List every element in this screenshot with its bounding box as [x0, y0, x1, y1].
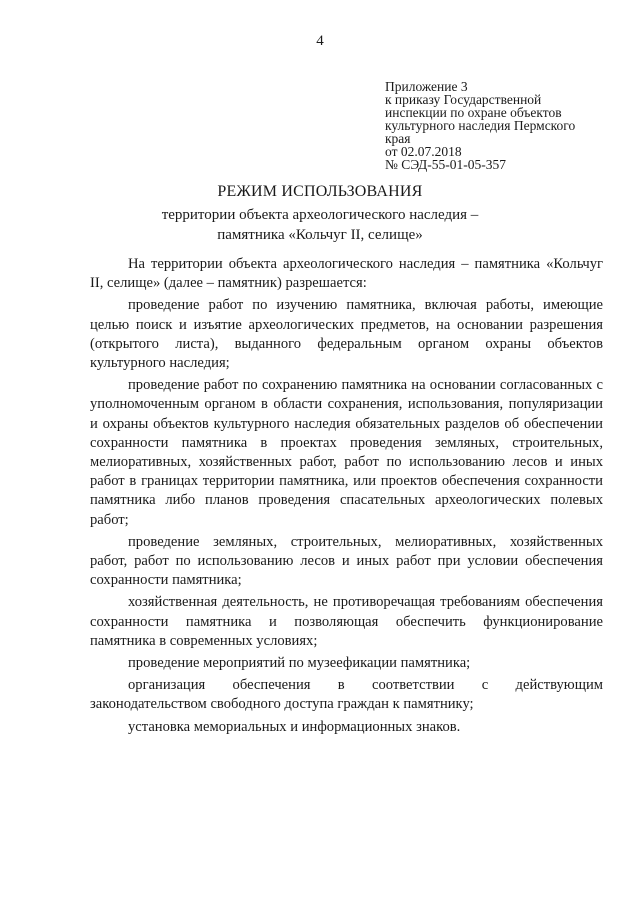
list-item: организация обеспечения в соответствии с действующим законодательством свободного доступа граждан к памятнику;: [90, 677, 603, 713]
subtitle-line: памятника «Кольчуг II, селище»: [217, 227, 423, 243]
appendix-line: края: [385, 131, 411, 146]
list-item: проведение работ по изучению памятника, включая работы, имеющие целью поиск и изъятие археологических предметов, на основании разрешения (открытого листа), выданного федеральным органом охраны объектов культурного наследия;: [90, 297, 603, 372]
document-subtitle: [0, 205, 640, 245]
appendix-line: Приложение 3: [385, 79, 468, 94]
appendix-order-number: № СЭД-55-01-05-357: [385, 157, 506, 172]
appendix-line: к приказу Государственной: [385, 92, 542, 107]
page-number: 4: [316, 33, 324, 49]
appendix-date: от 02.07.2018: [385, 144, 462, 159]
appendix-line: культурного наследия Пермского: [385, 118, 576, 133]
list-item: проведение земляных, строительных, мелиоративных, хозяйственных работ, работ по использованию лесов и иных работ при условии обеспечения сохранности памятника;: [90, 533, 603, 589]
intro-paragraph: На территории объекта археологического наследия – памятника «Кольчуг II, селище» (далее – памятник) разрешается:: [90, 256, 603, 292]
list-item: проведение работ по сохранению памятника на основании согласованных с уполномоченным органом в области сохранения, использования, популяризации и охраны объектов культурного наследия обязательных разделов об обеспечении сохранности памятника в проектах проведения земляных, строительных, мелиоративных, хозяйственных работ, работ по использованию лесов и иных работ в границах территории памятника, или проектов обеспечения сохранности памятника либо планов проведения спасательных археологических полевых работ;: [90, 377, 603, 528]
document-body: [90, 255, 603, 740]
subtitle-line: территории объекта археологического наследия –: [161, 207, 479, 223]
list-item: проведение мероприятий по музеефикации памятника;: [128, 655, 471, 672]
list-item: установка мемориальных и информационных знаков.: [128, 718, 461, 735]
document-title: РЕЖИМ ИСПОЛЬЗОВАНИЯ: [217, 183, 423, 200]
appendix-block: [385, 80, 625, 171]
appendix-line: инспекции по охране объектов: [385, 105, 562, 120]
list-item: хозяйственная деятельность, не противоречащая требованиям обеспечения сохранности памятника и позволяющая обеспечить функционирование памятника в современных условиях;: [90, 594, 603, 649]
